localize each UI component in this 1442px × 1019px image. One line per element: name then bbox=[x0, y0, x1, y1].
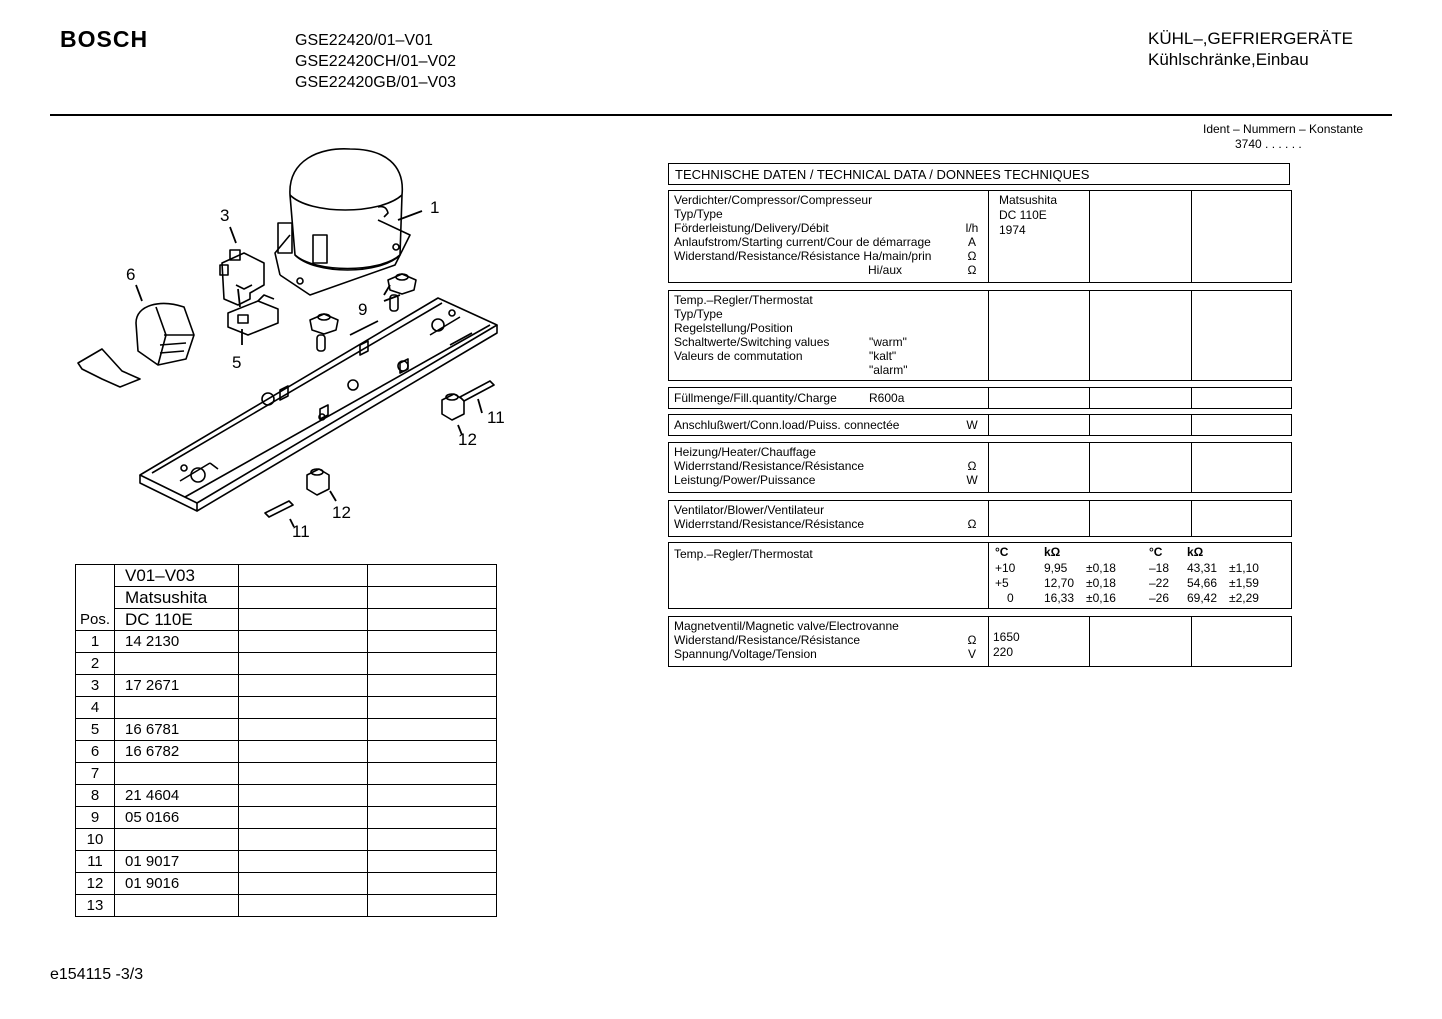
label-line: Widerstand/Resistance/Résistance Ha/main/prin bbox=[674, 249, 932, 263]
pos-number: 1 bbox=[76, 631, 115, 653]
part-number: 14 2130 bbox=[115, 631, 239, 653]
empty-cell bbox=[239, 873, 368, 895]
label-line: Verdichter/Compressor/Compresseur bbox=[674, 193, 873, 207]
ntc-temp: –22 bbox=[1149, 576, 1170, 590]
pos-number: 4 bbox=[76, 697, 115, 719]
switch-label: "kalt" bbox=[869, 349, 897, 363]
value: 1974 bbox=[999, 223, 1026, 237]
pos-number: 8 bbox=[76, 785, 115, 807]
starting-relay bbox=[220, 250, 264, 305]
empty-cell bbox=[239, 653, 368, 675]
table-row bbox=[76, 785, 497, 807]
part-number bbox=[115, 697, 239, 719]
part-number: 05 0166 bbox=[115, 807, 239, 829]
parts-table bbox=[75, 564, 497, 917]
ntc-resistance-table bbox=[989, 543, 1291, 608]
refrigerant-value: R600a bbox=[869, 391, 905, 405]
table-row bbox=[76, 895, 497, 917]
empty-cell bbox=[368, 873, 497, 895]
thermostat-section bbox=[668, 290, 1292, 381]
part-number: 17 2671 bbox=[115, 675, 239, 697]
part-number bbox=[115, 895, 239, 917]
pos-number: 10 bbox=[76, 829, 115, 851]
model-number: GSE22420CH/01–V02 bbox=[295, 53, 456, 70]
label-line: Leistung/Power/Puissance bbox=[674, 473, 816, 487]
empty-cell bbox=[368, 741, 497, 763]
part-number: 21 4604 bbox=[115, 785, 239, 807]
empty-cell bbox=[368, 631, 497, 653]
pos-number: 13 bbox=[76, 895, 115, 917]
compressor-type-cell: DC 110E bbox=[115, 609, 239, 631]
unit-label: Ω bbox=[967, 517, 977, 531]
empty-cell bbox=[239, 851, 368, 873]
ntc-tolerance: ±0,16 bbox=[1086, 591, 1116, 605]
part-number bbox=[115, 829, 239, 851]
ntc-tolerance: ±0,18 bbox=[1086, 561, 1116, 575]
part-number: 01 9017 bbox=[115, 851, 239, 873]
callout-11: 11 bbox=[292, 522, 310, 541]
table-row bbox=[76, 741, 497, 763]
pos-number: 12 bbox=[76, 873, 115, 895]
part-number bbox=[115, 763, 239, 785]
unit-label: Ω bbox=[967, 249, 977, 263]
label-line: Temp.–Regler/Thermostat bbox=[674, 547, 813, 561]
blower-section bbox=[668, 500, 1292, 537]
empty-cell bbox=[368, 719, 497, 741]
empty-cell bbox=[368, 829, 497, 851]
table-row bbox=[76, 763, 497, 785]
pos-number: 6 bbox=[76, 741, 115, 763]
compressor-section bbox=[668, 190, 1292, 283]
label-line: Förderleistung/Delivery/Débit bbox=[674, 221, 829, 235]
empty-cell bbox=[239, 719, 368, 741]
ntc-header: °C bbox=[1149, 545, 1163, 559]
category-subtitle: Kühlschränke,Einbau bbox=[1148, 50, 1309, 69]
unit-label: l/h bbox=[965, 221, 979, 235]
empty-cell bbox=[368, 807, 497, 829]
model-list bbox=[295, 30, 456, 93]
fill-label: Füllmenge/Fill.quantity/Charge bbox=[674, 391, 837, 405]
label-line: Typ/Type bbox=[674, 207, 723, 221]
callout-11: 11 bbox=[487, 408, 505, 427]
part-number bbox=[115, 653, 239, 675]
table-row bbox=[76, 873, 497, 895]
table-row bbox=[76, 829, 497, 851]
empty-cell bbox=[239, 763, 368, 785]
conn-label: Anschlußwert/Conn.load/Puiss. connectée bbox=[674, 418, 900, 432]
compressor bbox=[275, 149, 410, 295]
pos-number: 11 bbox=[76, 851, 115, 873]
ntc-tolerance: ±2,29 bbox=[1229, 591, 1259, 605]
ntc-tolerance: ±1,59 bbox=[1229, 576, 1259, 590]
model-number: GSE22420/01–V01 bbox=[295, 32, 433, 49]
category-block bbox=[1148, 28, 1353, 70]
empty-cell bbox=[239, 807, 368, 829]
empty-cell bbox=[368, 697, 497, 719]
ntc-header: kΩ bbox=[1044, 545, 1061, 559]
variant-cell: V01–V03 bbox=[115, 565, 239, 587]
document-id: e154115 -3/3 bbox=[50, 966, 144, 983]
table-row bbox=[76, 697, 497, 719]
callout-12: 12 bbox=[458, 430, 477, 449]
callout-6: 6 bbox=[126, 265, 136, 284]
compressor-labels bbox=[669, 191, 989, 282]
label-line: Spannung/Voltage/Tension bbox=[674, 647, 817, 661]
pos-header: Pos. bbox=[76, 609, 115, 631]
label-line: Widerrstand/Resistance/Résistance bbox=[674, 459, 865, 473]
ntc-resistance: 9,95 bbox=[1044, 561, 1068, 575]
relay-cover bbox=[78, 304, 194, 387]
part-number: 16 6781 bbox=[115, 719, 239, 741]
pos-header-cell bbox=[76, 565, 115, 587]
callout-5: 5 bbox=[232, 353, 242, 372]
unit-label: Ω bbox=[967, 459, 977, 473]
ntc-temp: +5 bbox=[995, 576, 1009, 590]
value: Matsushita bbox=[999, 193, 1058, 207]
valve-voltage-value: 220 bbox=[993, 645, 1014, 659]
callout-3: 3 bbox=[220, 206, 230, 225]
switch-label: "alarm" bbox=[869, 363, 908, 377]
compressor-values bbox=[989, 191, 1090, 282]
ntc-resistance: 69,42 bbox=[1187, 591, 1218, 605]
part-number: 01 9016 bbox=[115, 873, 239, 895]
empty-cell bbox=[368, 895, 497, 917]
callout-12: 12 bbox=[332, 503, 351, 522]
ntc-temp: –26 bbox=[1149, 591, 1170, 605]
thermostat-labels bbox=[669, 291, 989, 380]
heater-section bbox=[668, 442, 1292, 493]
parts-header-row bbox=[76, 609, 497, 631]
tech-data-title: TECHNISCHE DATEN / TECHNICAL DATA / DONNEES TECHNIQUES bbox=[668, 163, 1290, 185]
ident-label: Ident – Nummern – Konstante bbox=[1203, 122, 1364, 136]
pos-number: 2 bbox=[76, 653, 115, 675]
table-row bbox=[76, 675, 497, 697]
pos-number: 3 bbox=[76, 675, 115, 697]
callout-1: 1 bbox=[430, 198, 440, 217]
pos-number: 7 bbox=[76, 763, 115, 785]
ntc-tolerance: ±1,10 bbox=[1229, 561, 1259, 575]
table-row bbox=[76, 719, 497, 741]
label-line: Widerrstand/Resistance/Résistance bbox=[674, 517, 865, 531]
brand-logo: BOSCH bbox=[60, 26, 149, 52]
unit-label: Ω bbox=[967, 633, 977, 647]
empty-cell bbox=[239, 631, 368, 653]
pos-number: 5 bbox=[76, 719, 115, 741]
empty-cell bbox=[368, 675, 497, 697]
label-line: Heizung/Heater/Chauffage bbox=[674, 445, 816, 459]
label-line: Schaltwerte/Switching values bbox=[674, 335, 830, 349]
label-line: Anlaufstrom/Starting current/Cour de démarrage bbox=[674, 235, 931, 249]
unit-label: W bbox=[966, 473, 978, 487]
unit-label: W bbox=[966, 418, 978, 432]
unit-label: Ω bbox=[967, 263, 977, 277]
empty-cell bbox=[239, 785, 368, 807]
label-line: Regelstellung/Position bbox=[674, 321, 793, 335]
ntc-header: °C bbox=[995, 545, 1009, 559]
switch-label: "warm" bbox=[869, 335, 907, 349]
empty-cell bbox=[368, 653, 497, 675]
value: DC 110E bbox=[999, 208, 1047, 222]
empty-cell bbox=[368, 851, 497, 873]
connected-load-section bbox=[668, 414, 1292, 436]
empty-cell bbox=[239, 829, 368, 851]
table-row bbox=[76, 631, 497, 653]
ntc-temp: –18 bbox=[1149, 561, 1170, 575]
label-line: Valeurs de commutation bbox=[674, 349, 803, 363]
ntc-temp: 0 bbox=[1007, 591, 1014, 605]
ntc-header: kΩ bbox=[1187, 545, 1204, 559]
header-divider bbox=[50, 114, 1392, 116]
label-line: Typ/Type bbox=[674, 307, 723, 321]
label-line: Hi/aux bbox=[868, 263, 903, 277]
manufacturer-cell: Matsushita bbox=[115, 587, 239, 609]
ntc-resistance: 12,70 bbox=[1044, 576, 1075, 590]
ident-block bbox=[1203, 122, 1363, 152]
empty-cell bbox=[239, 741, 368, 763]
model-number: GSE22420GB/01–V03 bbox=[295, 74, 457, 91]
parts-header-row bbox=[76, 587, 497, 609]
ntc-thermostat-section bbox=[668, 542, 1292, 609]
unit-label: A bbox=[967, 235, 976, 249]
callout-9: 9 bbox=[358, 300, 368, 319]
empty-cell bbox=[368, 763, 497, 785]
part-number: 16 6782 bbox=[115, 741, 239, 763]
table-row bbox=[76, 807, 497, 829]
label-line: Magnetventil/Magnetic valve/Electrovanne bbox=[674, 619, 899, 633]
label-line: Widerstand/Resistance/Résistance bbox=[674, 633, 861, 647]
parts-header-row bbox=[76, 565, 497, 587]
magnetic-valve-section bbox=[668, 616, 1292, 667]
label-line: Ventilator/Blower/Ventilateur bbox=[674, 503, 825, 517]
empty-cell bbox=[239, 697, 368, 719]
ntc-resistance: 43,31 bbox=[1187, 561, 1218, 575]
ntc-temp: +10 bbox=[995, 561, 1016, 575]
ntc-resistance: 54,66 bbox=[1187, 576, 1218, 590]
fill-quantity-section bbox=[668, 387, 1292, 409]
ident-code: 3740 . . . . . . bbox=[1235, 137, 1302, 151]
exploded-parts-diagram bbox=[60, 135, 520, 550]
category-title: KÜHL–,GEFRIERGERÄTE bbox=[1148, 29, 1353, 48]
label-line: Temp.–Regler/Thermostat bbox=[674, 293, 813, 307]
valve-resistance-value: 1650 bbox=[993, 630, 1020, 644]
pos-number: 9 bbox=[76, 807, 115, 829]
ntc-tolerance: ±0,18 bbox=[1086, 576, 1116, 590]
ntc-resistance: 16,33 bbox=[1044, 591, 1075, 605]
table-row bbox=[76, 653, 497, 675]
empty-cell bbox=[239, 895, 368, 917]
unit-label: V bbox=[967, 647, 976, 661]
empty-cell bbox=[368, 785, 497, 807]
empty-cell bbox=[239, 675, 368, 697]
table-row bbox=[76, 851, 497, 873]
